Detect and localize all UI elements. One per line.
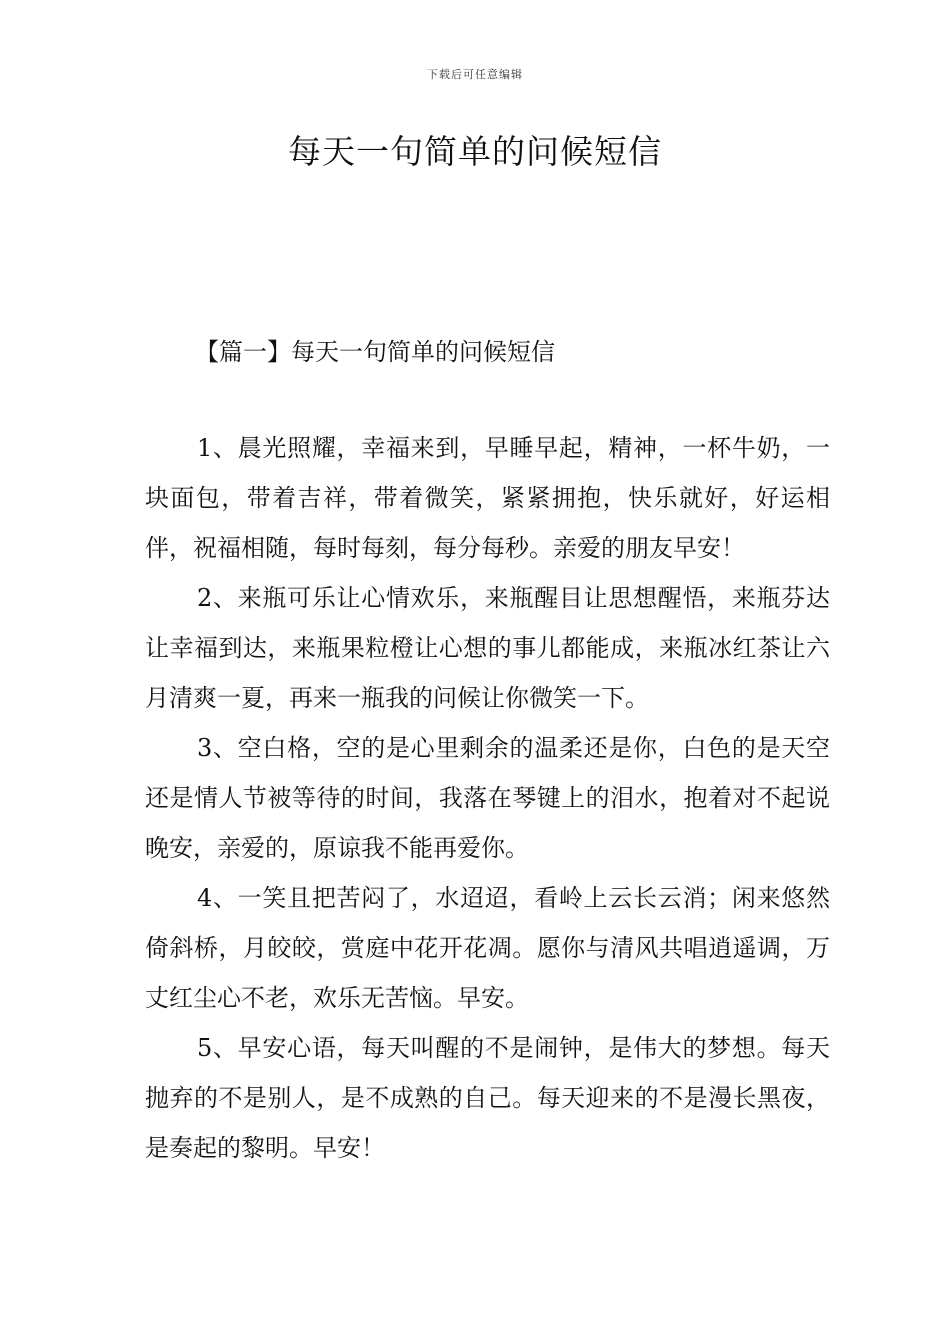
section-heading: 【篇一】每天一句简单的问候短信 [195, 338, 555, 366]
paragraph-2: 2、来瓶可乐让心情欢乐，来瓶醒目让思想醒悟，来瓶芬达让幸福到达，来瓶果粒橙让心想的事儿都能成，来瓶冰红茶让六月清爽一夏，再来一瓶我的问候让你微笑一下。 [145, 584, 830, 712]
document-title: 每天一句简单的问候短信 [288, 132, 662, 171]
paragraph-1: 1、晨光照耀，幸福来到，早睡早起，精神，一杯牛奶，一块面包，带着吉祥，带着微笑，紧紧拥抱，快乐就好，好运相伴，祝福相随，每时每刻，每分每秒。亲爱的朋友早安！ [145, 434, 830, 562]
document-body [145, 423, 830, 1173]
paragraph-3: 3、空白格，空的是心里剩余的温柔还是你，白色的是天空还是情人节被等待的时间，我落在琴键上的泪水，抱着对不起说晚安，亲爱的，原谅我不能再爱你。 [145, 734, 830, 862]
paragraph-4: 4、一笑且把苦闷了，水迢迢，看岭上云长云消；闲来悠然倚斜桥，月皎皎，赏庭中花开花凋。愿你与清风共唱逍遥调，万丈红尘心不老，欢乐无苦恼。早安。 [145, 884, 830, 1012]
paragraph-5: 5、早安心语，每天叫醒的不是闹钟，是伟大的梦想。每天抛弃的不是别人，是不成熟的自己。每天迎来的不是漫长黑夜，是奏起的黎明。早安！ [145, 1034, 830, 1162]
header-note: 下载后可任意编辑 [427, 68, 523, 81]
